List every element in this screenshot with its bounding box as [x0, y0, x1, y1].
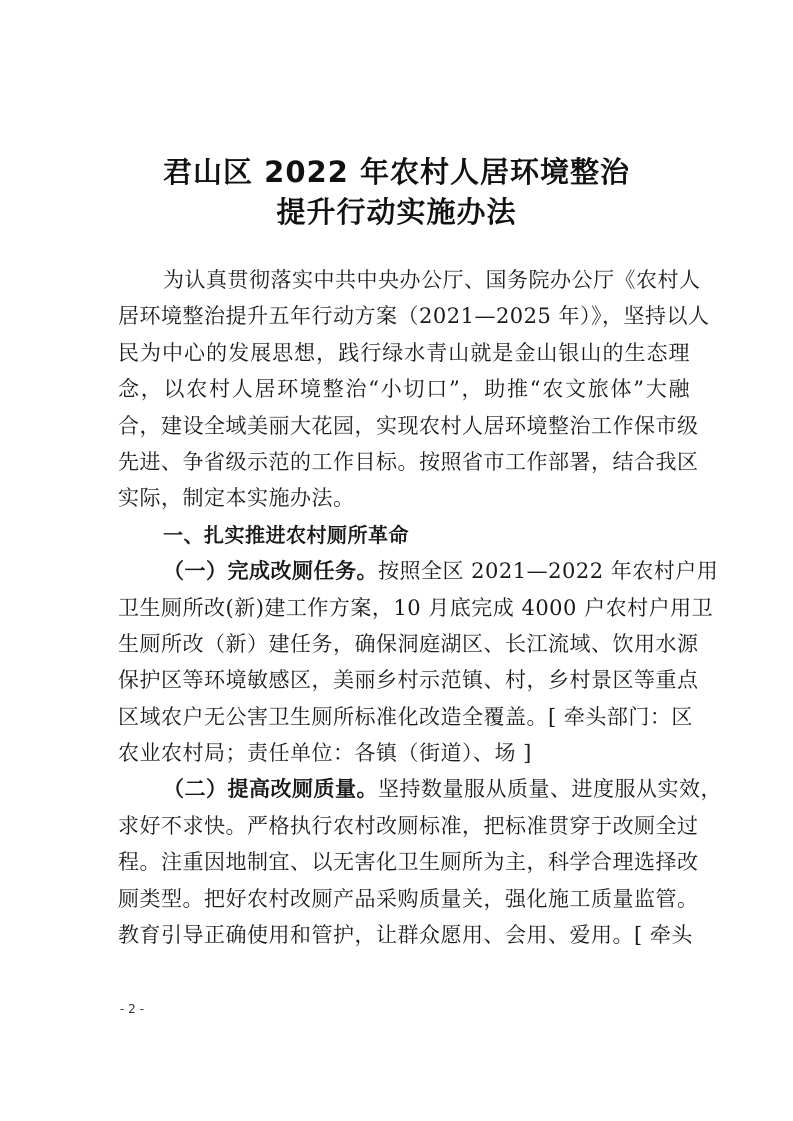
item1-line: 农业农村局；责任单位：各镇（街道）、场 ]: [118, 741, 532, 766]
intro-line: 先进、争省级示范的工作目标。按照省市工作部署，结合我区: [118, 449, 699, 474]
item1-line: 保护区等环境敏感区，美丽乡村示范镇、村，乡村景区等重点: [118, 668, 699, 693]
item2-first-rest: 坚持数量服从质量、进度服从实效，: [378, 777, 722, 802]
item2-first-line: [118, 771, 722, 807]
item2-line: 求好不求快。严格执行农村改厕标准，把标准贯穿于改厕全过: [118, 813, 699, 838]
intro-line: 为认真贯彻落实中共中央办公厅、国务院办公厅《农村人: [163, 268, 701, 292]
intro-line: 念，以农村人居环境整治“小切口”，助推“农文旅体”大融: [118, 377, 690, 402]
section-heading: 一、扎实推进农村厕所革命: [163, 522, 409, 547]
item2-lead: （二）提高改厕质量。: [163, 777, 378, 802]
document-title-line-2: 提升行动实施办法: [276, 195, 517, 229]
item1-line: 区域农户无公害卫生厕所标准化改造全覆盖。[ 牵头部门：区: [118, 704, 693, 729]
item2-line: 教育引导正确使用和管护，让群众愿用、会用、爱用。[ 牵头: [118, 923, 693, 948]
intro-line: 合，建设全域美丽大花园，实现农村人居环境整治工作保市级: [118, 413, 699, 438]
document-body: [118, 262, 722, 953]
item2-line: 厕类型。把好农村改厕产品采购质量关，强化施工质量监管。: [118, 886, 699, 911]
item1-line: 卫生厕所改(新)建工作方案，10 月底完成 4000 户农村户用卫: [118, 595, 714, 620]
intro-line: 民为中心的发展思想，践行绿水青山就是金山银山的生态理: [118, 340, 690, 365]
intro-line: 居环境整治提升五年行动方案（2021—2025 年）》，坚持以人: [118, 304, 710, 329]
page-number: - 2 -: [120, 1002, 144, 1016]
item1-first-rest: 按照全区 2021—2022 年农村户用: [378, 559, 719, 584]
item1-line: 生厕所改（新）建任务，确保洞庭湖区、长江流域、饮用水源: [118, 631, 699, 656]
item1-first-line: [118, 553, 719, 589]
intro-line: 实际，制定本实施办法。: [118, 486, 355, 511]
item1-lead: （一）完成改厕任务。: [163, 559, 378, 584]
document-title-line-1: 君山区 2022 年农村人居环境整治: [163, 155, 630, 189]
item2-line: 程。注重因地制宜、以无害化卫生厕所为主，科学合理选择改: [118, 850, 699, 875]
